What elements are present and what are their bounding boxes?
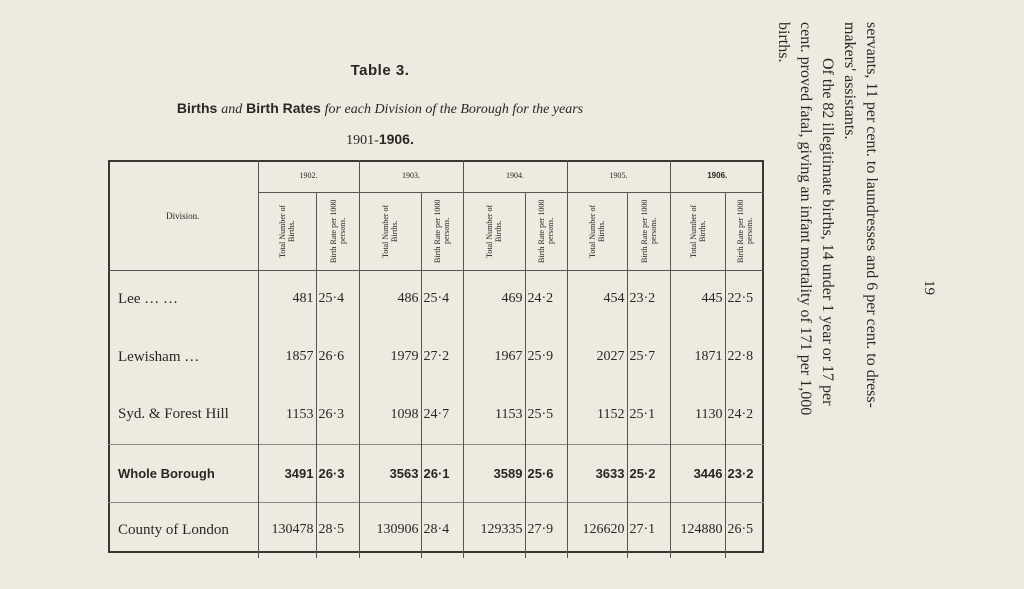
total-births-cell: 129335 [463,502,525,558]
total-births-cell: 1857 [258,328,316,386]
division-name: Lee … … [108,270,258,328]
birth-rate-header: Birth Rate per 1000 persons. [537,199,555,263]
birth-rate-cell: 25·4 [316,270,359,328]
birth-rate-cell: 27·2 [421,328,463,386]
birth-rate-cell: 26·5 [727,522,754,538]
division-name: Syd. & Forest Hill [108,386,258,444]
table-caption [0,100,760,118]
total-births-header: Total Number of Births. [485,204,503,258]
total-births-cell: 130906 [359,502,421,558]
total-births-cell: 3491 [258,444,316,502]
total-births-cell: 469 [463,270,525,328]
birth-rate-header: Birth Rate per 1000 persons. [639,199,658,263]
birth-rate-cell: 25·2 [627,444,670,502]
birth-rate-cell: 25·6 [525,444,567,502]
year-header: 1906. [670,160,764,192]
total-births-cell: 3633 [567,444,627,502]
years-start: 1901- [346,133,379,148]
year-header: 1905. [567,160,670,192]
total-births-cell: 3446 [670,444,725,502]
table-row [108,270,764,328]
birth-rate-cell: 24·7 [421,386,463,444]
years-end: 1906. [378,131,414,147]
text-line: Of the 82 illegitimate births, 14 under 1 year or 17 per [819,58,836,406]
division-name: Lewisham … [108,328,258,386]
table-row [108,328,764,386]
total-births-header: Total Number of Births. [688,204,707,258]
total-births-cell: 3589 [463,444,525,502]
caption-births: Births [176,100,218,116]
birth-rate-cell: 25·9 [525,328,567,386]
total-births-header: Total Number of Births. [588,204,606,258]
total-births-cell: 1871 [670,328,725,386]
total-births-cell: 1130 [670,386,725,444]
division-name: Whole Borough [108,444,258,502]
birth-rate-cell: 22·5 [727,291,754,307]
total-births-cell: 130478 [258,502,316,558]
text-line: cent. proved fatal, giving an infant mortality of 171 per 1,000 [797,22,814,416]
birth-rate-header: Birth Rate per 1000 persons. [328,199,347,263]
birth-rate-header: Birth Rate per 1000 persons. [735,199,754,263]
birth-rate-cell: 25·4 [421,270,463,328]
year-header: 1903. [359,160,463,192]
births-table [108,160,764,558]
birth-rate-header: Birth Rate per 1000 persons. [433,199,451,263]
total-births-cell: 1967 [463,328,525,386]
table-title: Table 3. [350,62,410,79]
caption-rest: for each Division of the Borough for the years [324,102,584,117]
birth-rate-cell: 22·8 [727,349,754,364]
birth-rate-cell: 24·2 [727,406,754,422]
total-births-cell: 1979 [359,328,421,386]
text-line: makers' assistants. [841,22,858,140]
total-births-cell: 454 [567,270,627,328]
total-births-cell: 2027 [567,328,627,386]
division-name: County of London [108,502,258,558]
total-births-cell: 1153 [258,386,316,444]
table-row [108,444,764,502]
birth-rate-cell: 25·5 [525,386,567,444]
total-births-header: Total Number of Births. [278,204,296,258]
birth-rate-cell: 28·5 [316,502,359,558]
division-header: Division. [166,210,200,221]
year-header: 1904. [463,160,567,192]
birth-rate-cell: 26·3 [316,386,359,444]
table-years [0,131,760,149]
text-line: servants, 11 per cent. to laundresses and 6 per cent. to dress- [863,22,880,408]
total-births-cell: 1153 [463,386,525,444]
birth-rate-cell: 27·9 [525,502,567,558]
total-births-cell: 124880 [670,502,725,558]
total-births-cell: 3563 [359,444,421,502]
caption-birth-rates: Birth Rates [246,100,321,116]
birth-rate-cell: 24·2 [525,270,567,328]
text-line: births. [775,22,792,63]
total-births-cell: 486 [359,270,421,328]
birth-rate-cell: 23·2 [627,270,670,328]
birth-rate-cell: 26·1 [421,444,463,502]
birth-rate-cell: 26·6 [316,328,359,386]
total-births-cell: 1098 [359,386,421,444]
body-text [772,22,882,582]
total-births-cell: 445 [670,270,725,328]
total-births-cell: 1152 [567,386,627,444]
birth-rate-cell: 25·7 [627,328,670,386]
total-births-cell: 126620 [567,502,627,558]
table-row [108,386,764,444]
birth-rate-cell: 27·1 [627,502,670,558]
total-births-header: Total Number of Births. [381,204,399,258]
year-header: 1902. [258,160,359,192]
birth-rate-cell: 23·2 [727,465,754,481]
table-row [108,502,764,558]
caption-and: and [221,102,243,117]
birth-rate-cell: 28·4 [421,502,463,558]
birth-rate-cell: 26·3 [316,444,359,502]
total-births-cell: 481 [258,270,316,328]
birth-rate-cell: 25·1 [627,386,670,444]
page-number: 19 [921,280,937,295]
